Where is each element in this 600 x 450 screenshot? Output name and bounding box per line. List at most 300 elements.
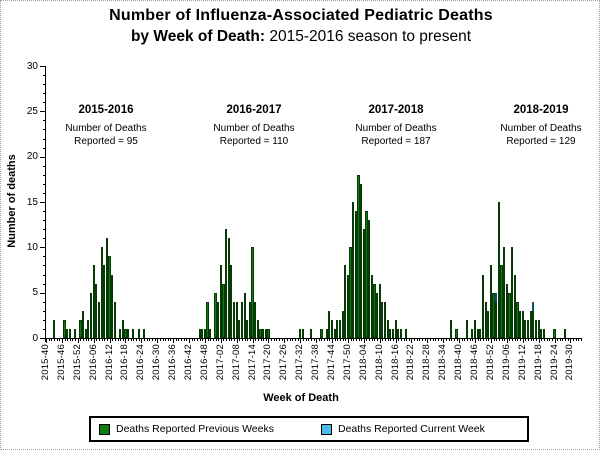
x-tick [316,339,317,343]
season-name: 2015-2016 [78,104,134,116]
x-tick [576,339,577,341]
x-tick [504,339,505,341]
x-tick [186,339,187,341]
x-tick [528,339,529,341]
y-tick [43,229,46,230]
season-deaths-line2: Reported = 187 [361,136,431,147]
x-tick [348,339,349,343]
x-tick [459,339,460,343]
x-tick [157,339,158,343]
y-tick [40,66,45,67]
x-tick [102,339,103,341]
x-tick-label: 2019-30 [564,344,576,381]
x-tick [287,339,288,341]
x-tick [411,339,412,343]
x-tick [388,339,389,341]
x-tick [478,339,479,341]
x-tick [194,339,195,341]
x-tick [268,339,269,343]
x-tick [483,339,484,341]
x-tick [398,339,399,341]
x-tick [454,339,455,341]
y-tick [43,193,46,194]
x-tick [247,339,248,341]
x-tick [523,339,524,343]
x-tick-label: 2016-12 [103,344,115,381]
x-tick [104,339,105,341]
chart-title-line2-bold: by Week of Death: [130,28,266,45]
x-tick [160,339,161,341]
y-tick-label: 5 [32,287,38,299]
y-tick [43,184,46,185]
y-tick [43,84,46,85]
x-tick-label: 2015-52 [71,344,83,381]
x-tick-label: 2017-14 [246,344,258,381]
x-tick [353,339,354,341]
x-tick [67,339,68,341]
chart-title-line2 [1,28,600,46]
x-tick [250,339,251,341]
x-tick [120,339,121,341]
x-tick [197,339,198,341]
x-tick [110,339,111,343]
x-tick [562,339,563,341]
x-tick [229,339,230,341]
x-tick [118,339,119,341]
season-deaths-line1: Number of Deaths [355,123,437,134]
x-tick [218,339,219,341]
x-tick [319,339,320,341]
x-tick [359,339,360,341]
x-tick [457,339,458,341]
season-deaths-line1: Number of Deaths [65,123,147,134]
death-bar-previous-weeks [310,329,312,338]
x-tick [364,339,365,343]
x-tick [372,339,373,341]
x-tick [332,339,333,343]
x-tick [568,339,569,341]
x-tick-label: 2018-16 [389,344,401,381]
x-tick [541,339,542,341]
y-tick-label: 20 [26,151,38,163]
x-tick [266,339,267,341]
x-tick-label: 2019-12 [516,344,528,381]
x-tick [401,339,402,341]
x-tick [560,339,561,341]
x-tick-label: 2018-04 [357,344,369,381]
x-tick [163,339,164,341]
x-tick [144,339,145,341]
x-tick [467,339,468,341]
x-tick [329,339,330,341]
death-bar-previous-weeks [69,329,71,338]
x-tick [462,339,463,341]
x-tick [406,339,407,341]
x-tick [184,339,185,341]
death-bar-previous-weeks [543,329,545,338]
x-tick [539,339,540,343]
x-tick [374,339,375,341]
y-tick [43,275,46,276]
x-tick-label: 2015-40 [40,344,51,381]
x-tick [279,339,280,341]
x-tick [435,339,436,341]
x-tick [91,339,92,341]
x-tick [221,339,222,343]
death-bar-previous-weeks [74,329,76,338]
x-tick [292,339,293,341]
x-tick [65,339,66,341]
y-tick [40,157,45,158]
y-tick [43,311,46,312]
legend-label: Deaths Reported Current Week [338,423,485,435]
x-tick [480,339,481,341]
x-tick [99,339,100,341]
x-tick-label: 2017-32 [294,344,306,381]
x-tick [46,339,47,343]
x-tick [427,339,428,343]
x-tick [417,339,418,341]
x-tick [237,339,238,343]
x-tick [430,339,431,341]
x-tick [525,339,526,341]
season-annotation-2018-2019 [476,104,600,148]
x-tick [141,339,142,343]
x-tick [470,339,471,341]
x-tick [491,339,492,343]
x-tick-label: 2019-06 [500,344,512,381]
season-annotation-2016-2017 [189,104,319,148]
death-bar-previous-weeks [209,329,211,338]
season-name: 2016-2017 [226,104,282,116]
death-bar-previous-weeks [400,329,402,338]
y-tick [43,284,46,285]
x-tick [488,339,489,341]
x-tick [295,339,296,341]
x-tick [486,339,487,341]
x-tick-label: 2016-42 [183,344,195,381]
x-tick [178,339,179,341]
x-tick [536,339,537,341]
x-tick [192,339,193,341]
x-tick [507,339,508,343]
x-tick [208,339,209,341]
x-tick [49,339,50,341]
x-tick [393,339,394,341]
y-tick [43,166,46,167]
season-deaths-line2: Reported = 110 [219,136,289,147]
current-week-swatch-icon [321,424,332,435]
x-tick [239,339,240,341]
x-tick [573,339,574,341]
season-deaths-line1: Number of Deaths [500,123,582,134]
y-axis-title: Number of deaths [6,154,18,248]
x-tick [441,339,442,341]
x-tick-label: 2016-18 [119,344,131,381]
x-tick-label: 2016-30 [151,344,163,381]
x-tick-label: 2017-26 [278,344,290,381]
y-tick-label: 0 [32,332,38,344]
x-tick [300,339,301,343]
legend-item-current-week [321,423,485,435]
x-tick-label: 2018-28 [421,344,433,381]
x-tick [369,339,370,341]
death-bar-previous-weeks [127,329,129,338]
x-tick [361,339,362,341]
death-bar-previous-weeks [138,329,140,338]
x-tick [385,339,386,341]
x-tick [139,339,140,341]
x-tick-label: 2017-08 [230,344,242,381]
x-tick [276,339,277,341]
x-tick [261,339,262,341]
y-tick [40,247,45,248]
x-tick [565,339,566,341]
x-tick [298,339,299,341]
x-tick [223,339,224,341]
x-tick [202,339,203,341]
x-tick [83,339,84,341]
x-tick [271,339,272,341]
x-tick [409,339,410,341]
x-tick [57,339,58,341]
y-tick [43,220,46,221]
x-tick [502,339,503,341]
season-deaths-line2: Reported = 129 [506,136,576,147]
x-tick [189,339,190,343]
x-tick [496,339,497,341]
x-tick [509,339,510,341]
legend-label: Deaths Reported Previous Weeks [116,423,274,435]
x-tick [165,339,166,341]
x-tick [155,339,156,341]
x-tick [308,339,309,341]
x-tick [147,339,148,341]
y-tick [43,75,46,76]
x-tick [422,339,423,341]
x-tick [128,339,129,341]
x-tick [433,339,434,341]
x-tick [234,339,235,341]
x-tick [499,339,500,341]
x-tick [253,339,254,343]
x-tick [59,339,60,341]
x-tick [123,339,124,341]
y-tick [43,302,46,303]
x-tick [443,339,444,343]
x-tick [258,339,259,341]
x-tick [170,339,171,341]
death-bar-previous-weeks [267,329,269,338]
x-tick [552,339,553,341]
x-tick [152,339,153,341]
x-tick [396,339,397,343]
x-tick [335,339,336,341]
x-tick [472,339,473,341]
x-tick-label: 2017-20 [262,344,274,381]
x-tick [578,339,579,341]
x-tick [570,339,571,343]
x-tick [337,339,338,341]
x-tick-label: 2019-24 [548,344,560,381]
death-bar-previous-weeks [114,302,116,338]
x-tick [324,339,325,341]
x-tick-label: 2017-38 [310,344,322,381]
y-tick [43,320,46,321]
x-tick [343,339,344,341]
x-tick [306,339,307,341]
x-tick [72,339,73,341]
chart-title-line2-regular: 2015-2016 season to present [265,28,472,45]
y-tick-label: 25 [26,105,38,117]
x-tick [438,339,439,341]
x-tick [425,339,426,341]
x-tick [200,339,201,341]
legend [89,416,529,442]
x-tick [351,339,352,341]
x-tick [245,339,246,341]
x-tick [62,339,63,343]
x-tick [520,339,521,341]
x-tick [181,339,182,341]
death-bar-current-week [532,302,534,311]
x-tick-label: 2018-46 [469,344,481,381]
x-tick [380,339,381,343]
x-tick [366,339,367,341]
x-tick [512,339,513,341]
x-tick [414,339,415,341]
season-deaths-line1: Number of Deaths [213,123,295,134]
x-tick-label: 2019-18 [532,344,544,381]
x-tick [419,339,420,341]
death-bar-previous-weeks [455,329,457,338]
x-tick [115,339,116,341]
x-tick-label: 2016-48 [198,344,210,381]
x-tick [54,339,55,341]
x-tick [557,339,558,341]
x-tick [303,339,304,341]
x-tick [377,339,378,341]
x-tick [96,339,97,341]
x-tick [226,339,227,341]
x-tick [149,339,150,341]
y-tick [43,93,46,94]
x-tick [494,339,495,341]
x-tick [107,339,108,341]
x-tick [382,339,383,341]
x-tick [216,339,217,341]
x-tick-label: 2017-44 [326,344,338,381]
x-tick-label: 2018-34 [437,344,449,381]
x-tick [263,339,264,341]
x-axis-title: Week of Death [263,392,339,404]
death-bar-previous-weeks [132,329,134,338]
x-tick [176,339,177,341]
x-tick [75,339,76,341]
y-tick [43,175,46,176]
x-tick [517,339,518,341]
x-tick [125,339,126,343]
x-tick-label: 2015-46 [55,344,67,381]
season-annotation-2017-2018 [331,104,461,148]
x-tick-label: 2016-06 [87,344,99,381]
death-bar-previous-weeks [466,320,468,338]
y-tick [43,211,46,212]
x-tick-label: 2018-22 [405,344,417,381]
y-tick [43,265,46,266]
x-tick [51,339,52,341]
season-name: 2017-2018 [368,104,424,116]
legend-item-previous-weeks [99,423,274,435]
x-tick [549,339,550,341]
x-tick [133,339,134,341]
x-tick [356,339,357,341]
x-tick-label: 2016-36 [167,344,179,381]
death-bar-previous-weeks [143,329,145,338]
x-tick [544,339,545,341]
x-tick [446,339,447,341]
x-tick [88,339,89,341]
x-tick [449,339,450,341]
previous-weeks-swatch-icon [99,424,110,435]
x-tick [94,339,95,343]
x-tick [78,339,79,343]
x-tick-label: 2018-40 [453,344,465,381]
y-tick [40,202,45,203]
x-tick [464,339,465,341]
x-tick-label: 2017-02 [214,344,226,381]
x-tick [242,339,243,341]
x-tick [340,339,341,341]
death-bar-previous-weeks [553,329,555,338]
death-bar-previous-weeks [405,329,407,338]
season-deaths-line2: Reported = 95 [74,136,138,147]
x-tick [213,339,214,341]
x-tick [555,339,556,343]
x-tick [173,339,174,343]
x-tick [475,339,476,343]
season-annotation-2015-2016 [41,104,171,148]
x-tick [205,339,206,343]
x-tick [131,339,132,341]
x-tick-label: 2018-52 [484,344,496,381]
x-tick [311,339,312,341]
x-tick [515,339,516,341]
x-tick [274,339,275,341]
death-bar-previous-weeks [320,329,322,338]
x-tick [321,339,322,341]
x-tick [112,339,113,341]
x-tick [80,339,81,341]
y-tick-label: 30 [26,60,38,72]
x-tick-label: 2017-50 [341,344,353,381]
x-tick [314,339,315,341]
y-tick [43,238,46,239]
x-tick [168,339,169,341]
x-tick [282,339,283,341]
x-tick [210,339,211,341]
death-bar-previous-weeks [564,329,566,338]
x-tick [255,339,256,341]
x-tick [284,339,285,343]
x-tick [390,339,391,341]
x-tick-label: 2018-10 [373,344,385,381]
x-tick [345,339,346,341]
chart-title-line1: Number of Influenza-Associated Pediatric Deaths [109,7,493,24]
y-tick [40,338,45,339]
x-tick [86,339,87,341]
x-tick [404,339,405,341]
